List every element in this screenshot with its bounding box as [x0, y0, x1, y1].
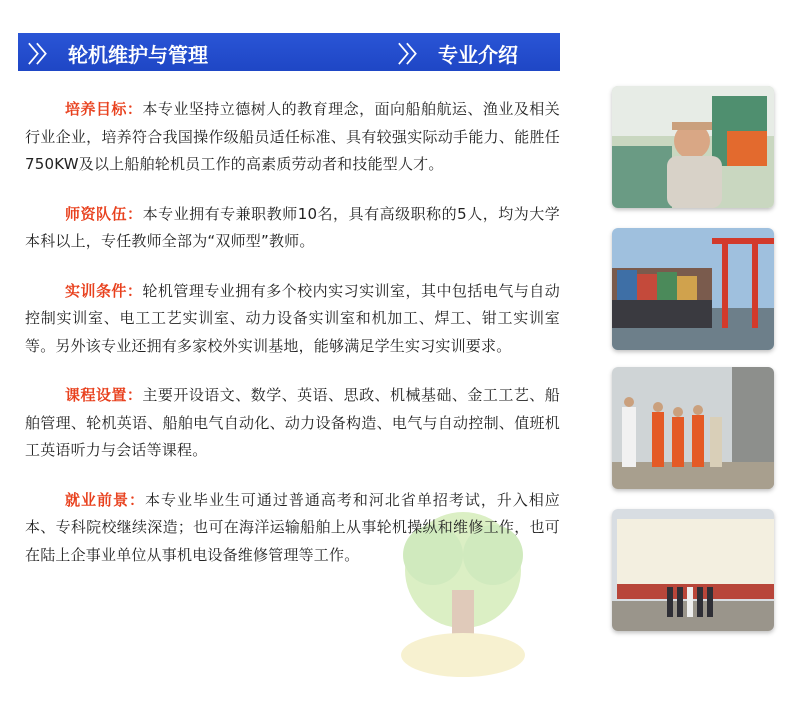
section-training-conditions [25, 278, 560, 361]
section-header [18, 33, 560, 69]
crew-on-deck-photo [612, 367, 774, 489]
car-carrier-ship-with-group-photo [612, 509, 774, 631]
container-ship-port-cranes-photo [612, 228, 774, 350]
section-text: 主要开设语文、数学、英语、思政、机械基础、金工工艺、船舶管理、轮机英语、船舶电气自动化、动力设备构造、电气与自动控制、值班机工英语听力与会话等课程。 [25, 386, 560, 459]
section-label: 师资队伍： [65, 204, 143, 223]
section-text: 本专业毕业生可通过普通高考和河北省单招考试，升入相应本、专科院校继续深造；也可在海洋运输船舶上从事轮机操纵和维修工作，也可在陆上企事业单位从事机电设备维修管理等工作。 [25, 490, 560, 564]
section-curriculum [25, 382, 560, 465]
section-label: 实训条件： [65, 281, 143, 300]
section-label: 培养目标： [65, 100, 143, 118]
header-left-title: 轮机维护与管理 [68, 43, 208, 67]
header-right-title: 专业介绍 [438, 43, 518, 67]
section-label: 课程设置： [65, 386, 143, 404]
section-text: 本专业坚持立德树人的教育理念，面向船舶航运、渔业及相关行业企业，培养符合我国操作级船员适任标准、具有较强实际动手能力、能胜任750KW及以上船舶轮机员工作的高素质劳动者和技能型人才。 [25, 100, 560, 173]
section-career-prospects [25, 487, 560, 570]
section-training-goal [25, 96, 560, 179]
section-text: 本专业拥有专兼职教师10名，具有高级职称的5人，均为大学本科以上，专任教师全部为“双师型”教师。 [25, 204, 560, 250]
student-on-ship-deck-photo [612, 86, 774, 208]
header-underline [18, 69, 560, 71]
section-text: 轮机管理专业拥有多个校内实习实训室，其中包括电气与自动控制实训室、电工工艺实训室、动力设备实训室和机加工、焊工、钳工实训室等。另外该专业还拥有多家校外实训基地，能够满足学生实习实训要求。 [25, 281, 560, 355]
double-chevron-icon: 〉〉 [28, 43, 56, 68]
section-faculty [25, 201, 560, 256]
section-label: 就业前景： [65, 490, 145, 509]
double-chevron-icon: 〉〉 [398, 43, 426, 68]
content-area [25, 96, 560, 591]
